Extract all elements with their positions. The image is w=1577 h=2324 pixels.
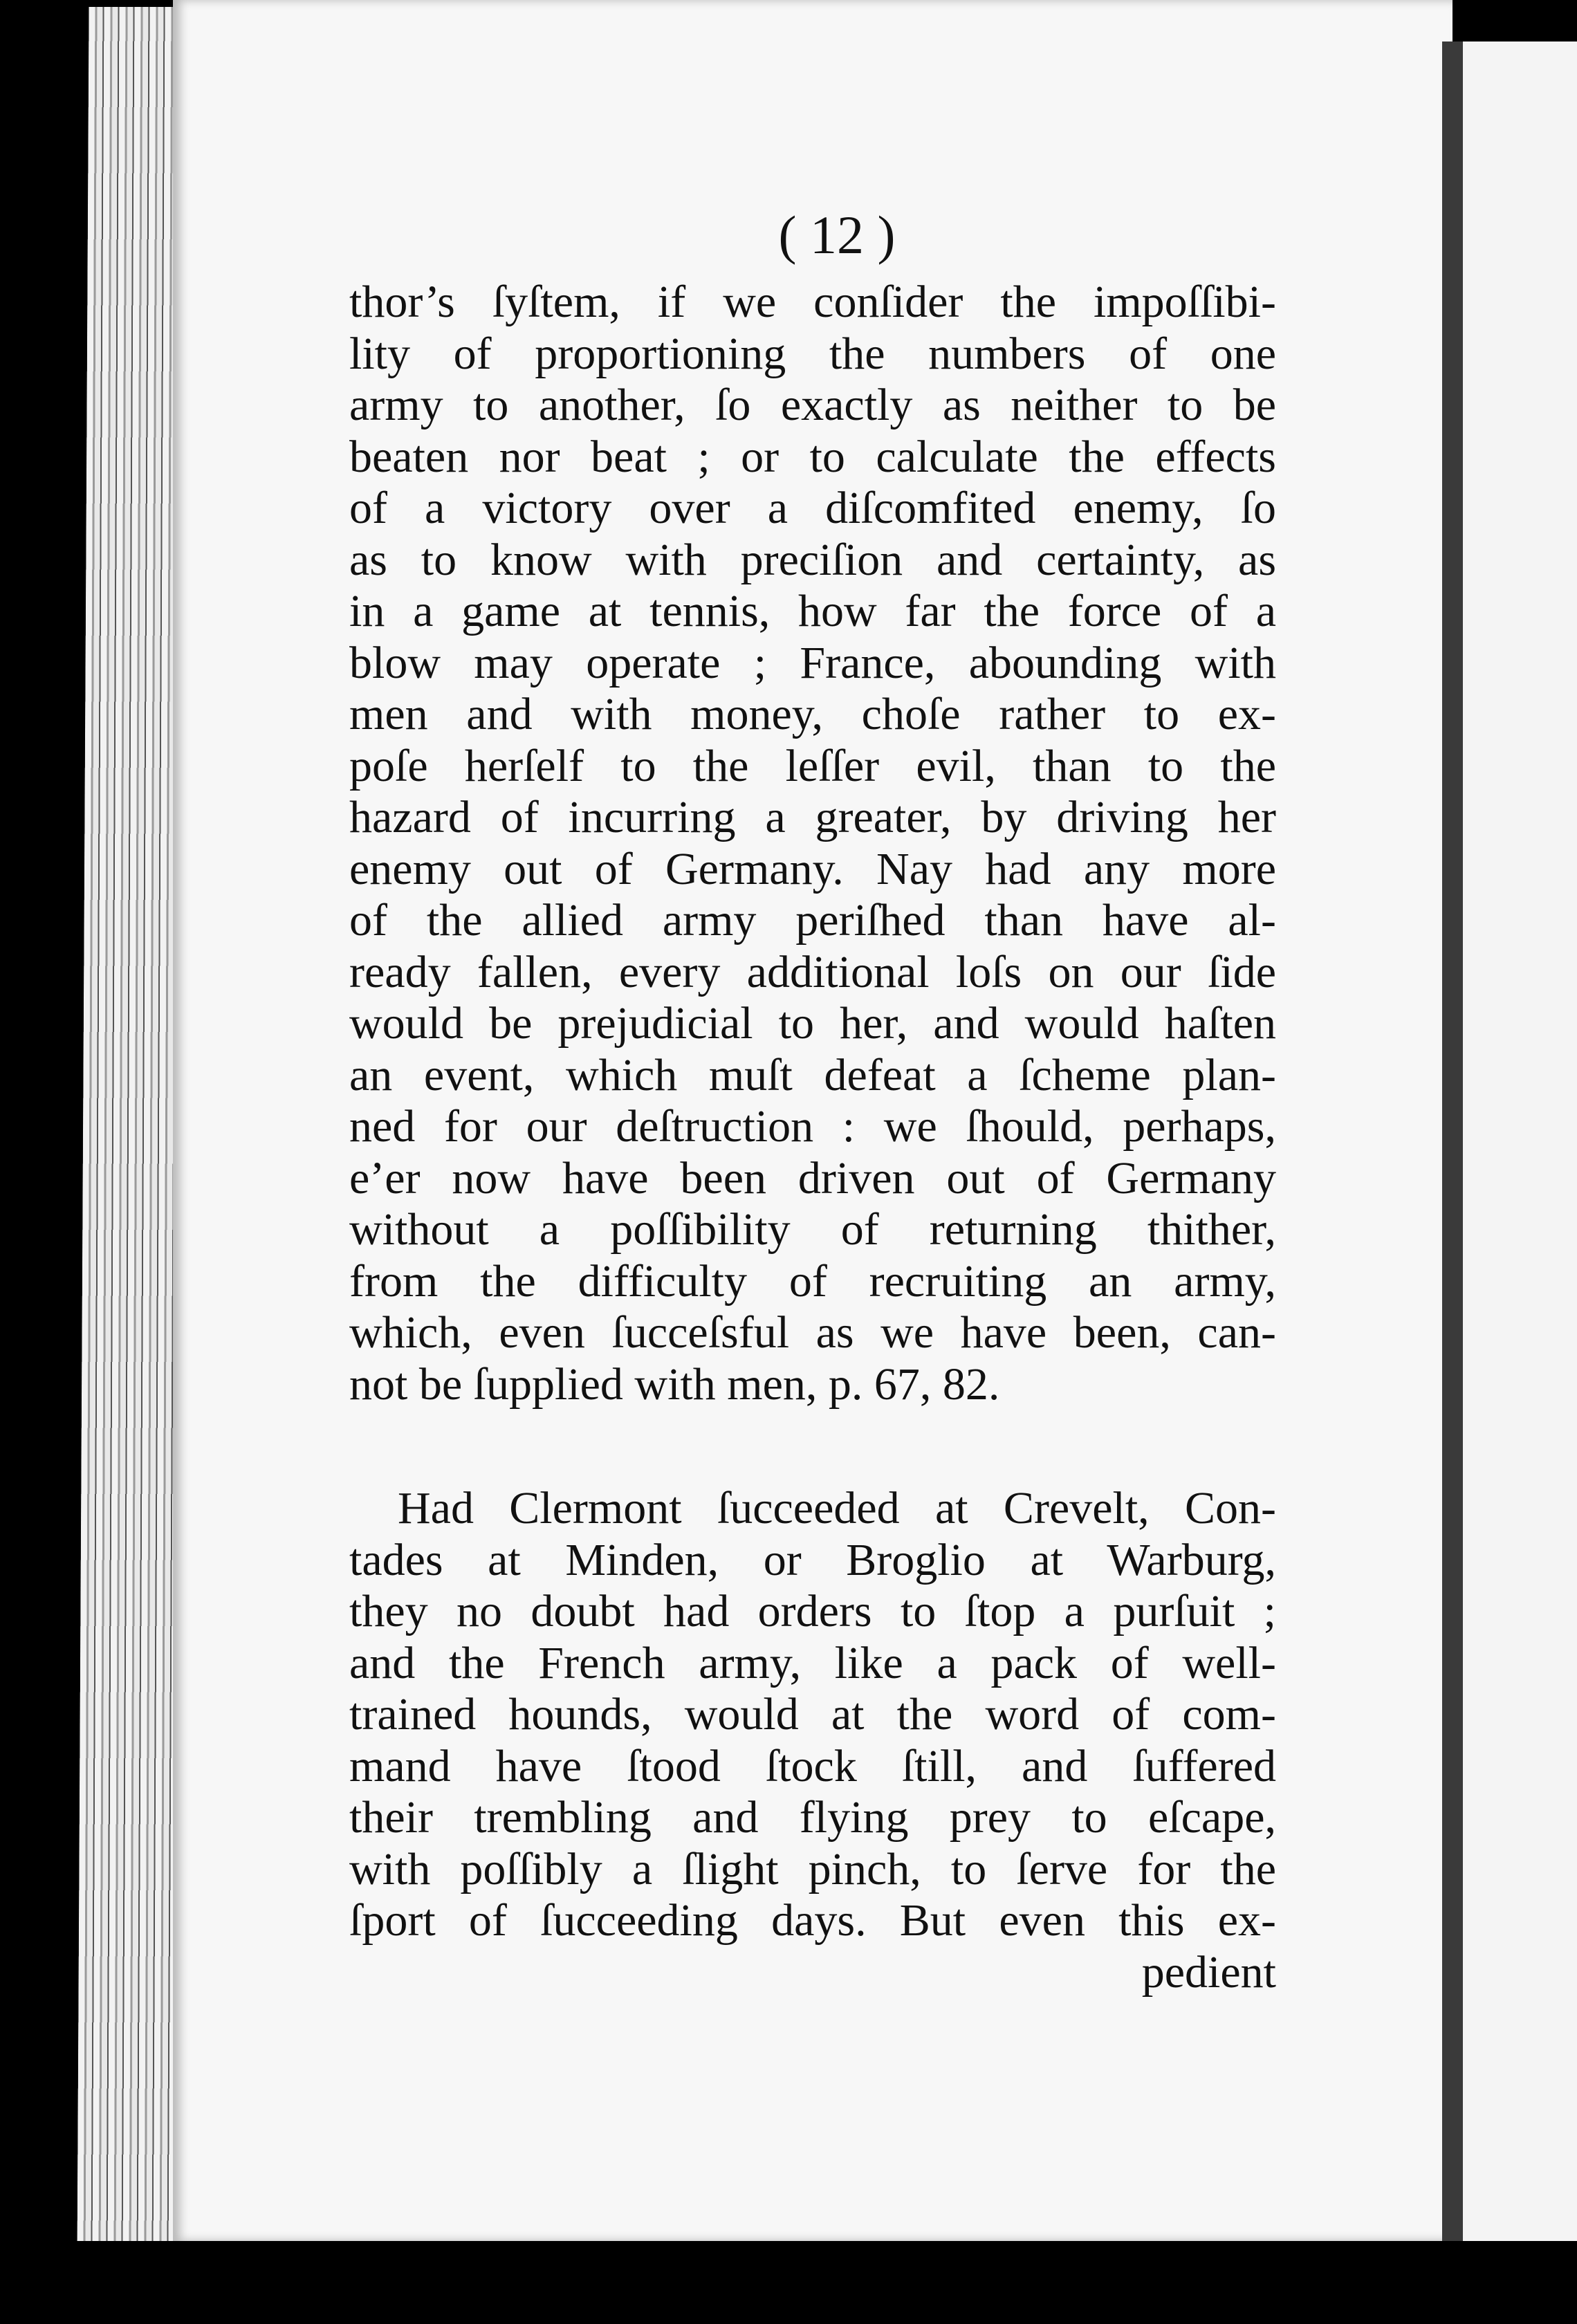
catchword: pedient (1141, 1946, 1276, 1998)
text-line: ready fallen, every additional loſs on our ſide (349, 946, 1276, 997)
text-line: e’er now have been driven out of Germany (349, 1152, 1276, 1204)
text-line: would be prejudicial to her, and would haſten (349, 998, 1276, 1049)
paragraph-2 (349, 1483, 1276, 1998)
text-line: without a poſſibility of returning thither, (349, 1204, 1276, 1255)
text-line: ſport of ſucceeding days. But even this ex- (349, 1895, 1276, 1946)
text-line: of the allied army periſhed than have al- (349, 895, 1276, 946)
text-line: ned for our deſtruction : we ſhould, perhaps, (349, 1101, 1276, 1152)
text-line: trained hounds, would at the word of com- (349, 1689, 1276, 1740)
text-line: not be ſupplied with men, p. 67, 82. (349, 1358, 1000, 1410)
body-text (349, 277, 1276, 1998)
text-line: which, even ſucceſsful as we have been, can- (349, 1307, 1276, 1358)
text-line: from the difficulty of recruiting an army, (349, 1255, 1276, 1307)
text-line: poſe herſelf to the leſſer evil, than to the (349, 740, 1276, 791)
text-line: with poſſibly a ſlight pinch, to ſerve for the (349, 1843, 1276, 1894)
text-line: of a victory over a diſcomfited enemy, ſo (349, 483, 1276, 533)
text-line: Had Clermont ſucceeded at Crevelt, Con- (398, 1483, 1276, 1533)
text-line: they no doubt had orders to ſtop a purſuit ; (349, 1586, 1276, 1636)
paragraph-1 (349, 277, 1276, 1410)
text-line: an event, which muſt defeat a ſcheme plan- (349, 1049, 1276, 1100)
text-line: and the French army, like a pack of well- (349, 1637, 1276, 1688)
text-line: lity of proportioning the numbers of one (349, 328, 1276, 379)
text-line: hazard of incurring a greater, by driving her (349, 792, 1276, 842)
text-line: tades at Minden, or Broglio at Warburg, (349, 1534, 1276, 1585)
text-line: in a game at tennis, how far the force of a (349, 586, 1276, 636)
text-line: thor’s ſyſtem, if we conſider the impoſſibi- (349, 277, 1276, 327)
text-line: army to another, ſo exactly as neither to be (349, 380, 1276, 430)
text-line: enemy out of Germany. Nay had any more (349, 843, 1276, 894)
text-line: as to know with preciſion and certainty, as (349, 534, 1276, 585)
text-line: men and with money, choſe rather to ex- (349, 689, 1276, 739)
paragraph-break (349, 1410, 1276, 1483)
text-line: blow may operate ; France, abounding with (349, 637, 1276, 688)
text-line: their trembling and flying prey to eſcape, (349, 1792, 1276, 1843)
text-line: beaten nor beat ; or to calculate the effects (349, 431, 1276, 482)
scan-background (0, 2241, 1577, 2324)
facing-page-edge (1442, 42, 1577, 2269)
text-line: mand have ſtood ſtock ſtill, and ſuffered (349, 1740, 1276, 1791)
page-number: ( 12 ) (778, 205, 896, 265)
